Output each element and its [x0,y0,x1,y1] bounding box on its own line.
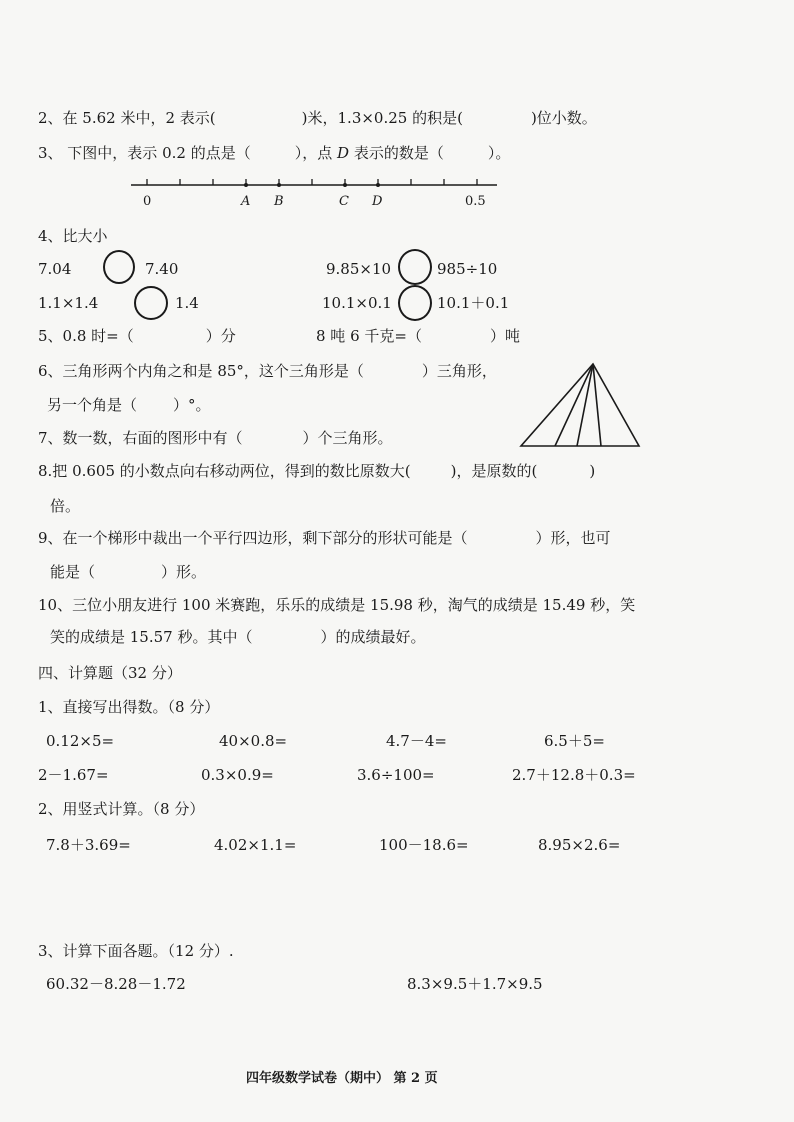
calc3-item: 8.3×9.5＋1.7×9.5 [407,975,543,993]
number-line-label-end: 0.5 [465,194,486,209]
q10-text-3: ）的成绩最好。 [320,628,426,646]
calc1-item: 40×0.8= [219,732,288,750]
number-line [125,176,500,210]
number-line-label-b: B [274,194,284,209]
calc2-item: 7.8＋3.69= [46,836,131,854]
q8-line-1 [38,464,595,479]
calc2-title: 2、用竖式计算。（8 分） [38,800,205,818]
q8-text-3: ) [589,462,596,480]
q9-line-1 [38,531,611,546]
q2-line [38,111,597,126]
q4-r2-left: 1.1×1.4 [38,294,99,312]
q9-text-1: 9、在一个梯形中裁出一个平行四边形，剩下部分的形状可能是（ [38,529,468,547]
q4-r2b-right: 10.1＋0.1 [437,294,510,312]
calc2-item: 4.02×1.1= [214,836,297,854]
number-line-label-d: D [372,194,383,209]
q9-text-3: 能是（ [50,563,96,581]
q5-line-b [316,329,520,344]
q6-text-3: 另一个角是（ [47,396,138,414]
calc2-item: 8.95×2.6= [538,836,621,854]
q6-line-1 [38,364,497,379]
number-line-label-0: 0 [143,194,152,209]
q7-text-2: ）个三角形。 [302,429,393,447]
q5-text-4: ）吨 [489,327,520,345]
q4-title: 4、比大小 [38,227,108,245]
q3-line [38,146,510,161]
q4-r1-right: 7.40 [145,260,179,278]
q5-text-1: 5、0.8 时=（ [38,327,134,345]
q4-r2b-compare-circle[interactable] [398,285,432,321]
q4-r1-left: 7.04 [38,260,72,278]
number-line-label-c: C [339,194,349,209]
number-line-ticks [147,179,477,185]
calc1-item: 0.12×5= [46,732,115,750]
calc3-item: 60.32－8.28－1.72 [46,975,186,993]
q2-text-2: )米，1.3×0.25 的积是( [301,109,463,127]
q3-text-3: 表示的数是（ [353,144,444,162]
q4-r2-right: 1.4 [175,294,199,312]
q2-text-3: )位小数。 [530,109,597,127]
page-footer: 四年级数学试卷（期中） 第 2 页 [246,1071,438,1086]
q3-text-1: 3、 下图中，表示 0.2 的点是（ [38,144,251,162]
triangle-inner-line-2 [577,364,593,446]
q10-text-2: 笑的成绩是 15.57 秒。其中（ [50,628,253,646]
calc1-item: 3.6÷100= [357,766,435,784]
q4-r1b-right: 985÷10 [437,260,498,278]
calc1-item: 0.3×0.9= [201,766,274,784]
q5-text-2: ）分 [205,327,236,345]
q9-text-2: ）形，也可 [535,529,611,547]
q6-text-1: 6、三角形两个内角之和是 85°，这个三角形是（ [38,362,364,380]
triangle-inner-line-1 [555,364,593,446]
q6-line-2 [47,398,211,413]
q10-line-2 [50,630,426,645]
number-line-label-a: A [241,194,251,209]
calc3-title: 3、计算下面各题。（12 分）. [38,942,234,960]
q4-r1b-left: 9.85×10 [326,260,392,278]
q4-r1b-compare-circle[interactable] [398,249,432,285]
q6-text-4: ）°。 [173,396,211,414]
q4-r2b-left: 10.1×0.1 [322,294,392,312]
calc2-item: 100－18.6= [379,836,469,854]
calc1-item: 2－1.67= [38,766,109,784]
q6-text-2: ）三角形， [421,362,497,380]
q7-line [38,431,393,446]
q5-line [38,329,236,344]
q3-text-4: ）。 [487,144,511,162]
q4-r2-compare-circle[interactable] [134,286,168,320]
q3-text-2: ），点 [294,144,333,162]
q3-point-d: D [337,144,350,162]
q9-line-2 [50,565,206,580]
calc1-title: 1、直接写出得数。（8 分） [38,698,220,716]
calc1-item: 2.7＋12.8＋0.3= [512,766,636,784]
calc1-item: 6.5＋5= [544,732,605,750]
calc1-item: 4.7－4= [386,732,447,750]
q8-text-2: )，是原数的( [450,462,538,480]
q4-r1-compare-circle[interactable] [103,250,135,284]
section-4-title: 四、计算题（32 分） [38,664,182,682]
q10-text-1: 10、三位小朋友进行 100 米赛跑，乐乐的成绩是 15.98 秒，淘气的成绩是 15.49 秒，笑 [38,596,636,614]
q5-text-3: 8 吨 6 千克=（ [316,327,422,345]
q7-text-1: 7、数一数，右面的图形中有（ [38,429,243,447]
triangle-figure [515,360,645,452]
q8-text-4: 倍。 [50,497,81,515]
q8-text-1: 8.把 0.605 的小数点向右移动两位，得到的数比原数大( [38,462,411,480]
q2-text-1: 2、在 5.62 米中，2 表示( [38,109,216,127]
q9-text-4: ）形。 [161,563,207,581]
